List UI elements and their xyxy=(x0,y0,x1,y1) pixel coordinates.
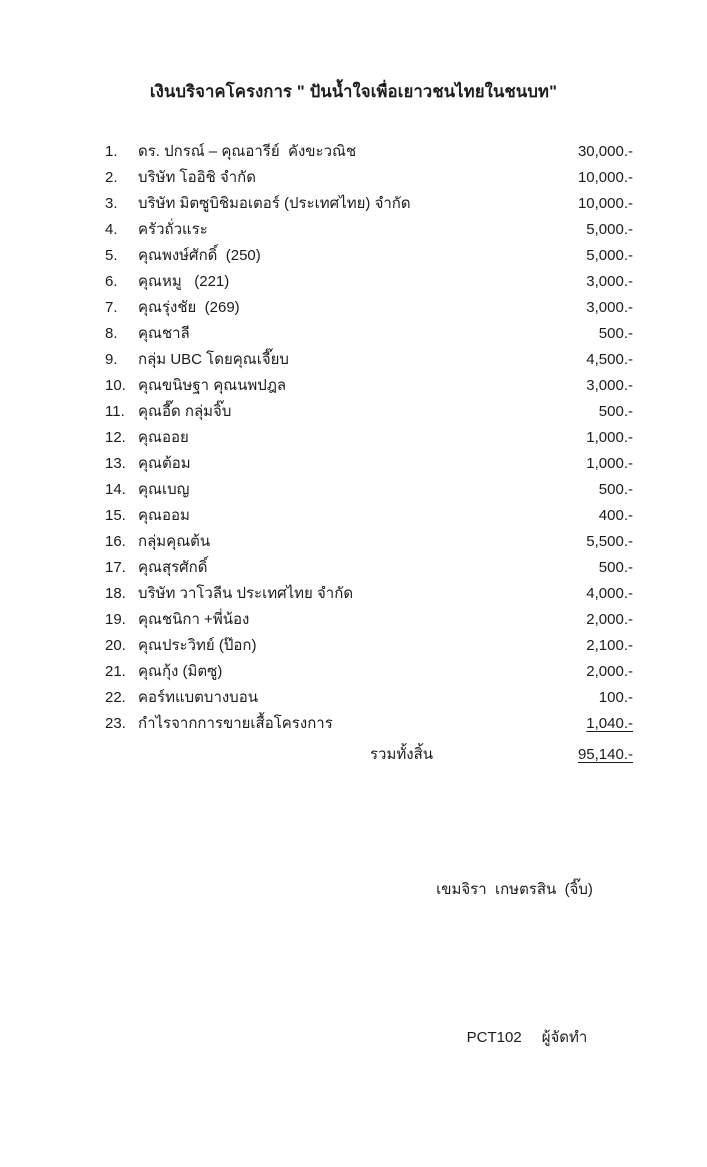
donation-list xyxy=(105,139,633,768)
row-number: 13. xyxy=(105,455,126,472)
donation-row xyxy=(105,659,633,685)
donation-amount: 2,100.- xyxy=(586,637,633,654)
row-number: 10. xyxy=(105,377,126,394)
donation-amount: 10,000.- xyxy=(577,169,633,186)
row-number: 15. xyxy=(105,507,126,524)
donor-name: คุณต้อม xyxy=(138,455,191,472)
preparer-code: PCT102 xyxy=(466,1029,522,1046)
donation-amount: 5,000.- xyxy=(586,247,633,264)
donation-row xyxy=(105,633,633,659)
row-number: 21. xyxy=(105,663,126,680)
footer-block xyxy=(392,797,637,1167)
donor-name: กำไรจากการขายเสื้อโครงการ xyxy=(138,715,333,732)
row-number: 1. xyxy=(105,143,118,160)
row-number: 4. xyxy=(105,221,118,238)
donor-name: บริษัท วาโวลีน ประเทศไทย จำกัด xyxy=(138,585,354,602)
donation-row xyxy=(105,529,633,555)
donation-amount: 5,500.- xyxy=(586,533,633,550)
donation-amount: 2,000.- xyxy=(586,611,633,628)
donor-name: คุณประวิทย์ (ป๊อก) xyxy=(138,637,257,654)
donor-name: ดร. ปกรณ์ – คุณอารีย์ คังขะวณิช xyxy=(138,143,357,160)
donor-name: กลุ่มคุณต้น xyxy=(138,533,211,550)
donor-name: คุณชนิกา +พี่น้อง xyxy=(138,611,250,628)
donation-row xyxy=(105,243,633,269)
donor-name: คุณเบญ xyxy=(138,481,190,498)
donor-name: ครัวถั่วแระ xyxy=(138,221,208,238)
donation-amount: 5,000.- xyxy=(586,221,633,238)
donation-amount: 1,040.- xyxy=(586,715,633,732)
donation-amount: 500.- xyxy=(598,403,633,420)
donor-name: คุณสุรศักดิ์ xyxy=(138,559,208,576)
donation-row xyxy=(105,607,633,633)
total-label: รวมทั้งสิ้น xyxy=(370,746,433,763)
donation-row xyxy=(105,399,633,425)
donor-name: คุณหมู (221) xyxy=(138,273,230,290)
donation-row xyxy=(105,451,633,477)
row-number: 18. xyxy=(105,585,126,602)
donor-name: คุณอี๊ด กลุ่มจิ๊บ xyxy=(138,403,232,420)
donation-amount: 400.- xyxy=(598,507,633,524)
donation-row xyxy=(105,269,633,295)
donation-row xyxy=(105,425,633,451)
row-number: 12. xyxy=(105,429,126,446)
preparer-id-line xyxy=(392,982,637,1093)
donation-row xyxy=(105,373,633,399)
total-amount: 95,140.- xyxy=(577,746,633,763)
donation-row xyxy=(105,191,633,217)
donation-row xyxy=(105,295,633,321)
row-number: 14. xyxy=(105,481,126,498)
row-number: 17. xyxy=(105,559,126,576)
donor-name: บริษัท มิตซูบิชิมอเตอร์ (ประเทศไทย) จำกัด xyxy=(138,195,411,212)
row-number: 5. xyxy=(105,247,118,264)
row-number: 6. xyxy=(105,273,118,290)
donation-row xyxy=(105,711,633,737)
donation-amount: 3,000.- xyxy=(586,299,633,316)
donor-name: คุณขนิษฐา คุณนพปฎล xyxy=(138,377,287,394)
donor-name: บริษัท โออิชิ จำกัด xyxy=(138,169,256,186)
donation-amount: 1,000.- xyxy=(586,429,633,446)
row-number: 16. xyxy=(105,533,126,550)
donation-row xyxy=(105,503,633,529)
row-number: 7. xyxy=(105,299,118,316)
row-number: 22. xyxy=(105,689,126,706)
donor-name: คอร์ทแบตบางบอน xyxy=(138,689,258,706)
donation-row xyxy=(105,139,633,165)
row-number: 23. xyxy=(105,715,126,732)
donation-row xyxy=(105,217,633,243)
donation-amount: 30,000.- xyxy=(577,143,633,160)
donation-amount: 3,000.- xyxy=(586,377,633,394)
donation-amount: 1,000.- xyxy=(586,455,633,472)
donation-amount: 100.- xyxy=(598,689,633,706)
donation-amount: 500.- xyxy=(598,325,633,342)
row-number: 11. xyxy=(105,403,125,420)
preparer-name: เขมจิรา เกษตรสิน (จิ๊บ) xyxy=(436,881,593,898)
donor-name: คุณชาลี xyxy=(138,325,190,342)
donor-name: คุณกุ้ง (มิตซู) xyxy=(138,663,223,680)
donor-name: คุณรุ่งชัย (269) xyxy=(138,299,240,316)
row-number: 3. xyxy=(105,195,118,212)
donor-name: กลุ่ม UBC โดยคุณเจี๊ยบ xyxy=(138,351,289,368)
donation-amount: 4,000.- xyxy=(586,585,633,602)
total-row xyxy=(105,742,633,768)
donor-name: คุณออย xyxy=(138,429,189,446)
donation-amount: 4,500.- xyxy=(586,351,633,368)
row-number: 8. xyxy=(105,325,118,342)
donation-row xyxy=(105,581,633,607)
row-number: 2. xyxy=(105,169,118,186)
donation-row xyxy=(105,555,633,581)
row-number: 20. xyxy=(105,637,126,654)
donation-row xyxy=(105,165,633,191)
donor-name: คุณออม xyxy=(138,507,190,524)
donation-row xyxy=(105,321,633,347)
donation-row xyxy=(105,477,633,503)
donation-amount: 2,000.- xyxy=(586,663,633,680)
row-number: 19. xyxy=(105,611,126,628)
preparer-role: ผู้จัดทำ xyxy=(541,1029,588,1046)
row-number: 9. xyxy=(105,351,118,368)
donation-amount: 10,000.- xyxy=(577,195,633,212)
donation-row xyxy=(105,347,633,373)
donation-amount: 500.- xyxy=(598,559,633,576)
document-title: เงินบริจาคโครงการ " ปันน้ำใจเพื่อเยาวชนไทยในชนบท" xyxy=(149,83,558,101)
donation-row xyxy=(105,685,633,711)
donor-name: คุณพงษ์ศักดิ์ (250) xyxy=(138,247,261,264)
donation-amount: 500.- xyxy=(598,481,633,498)
donation-amount: 3,000.- xyxy=(586,273,633,290)
